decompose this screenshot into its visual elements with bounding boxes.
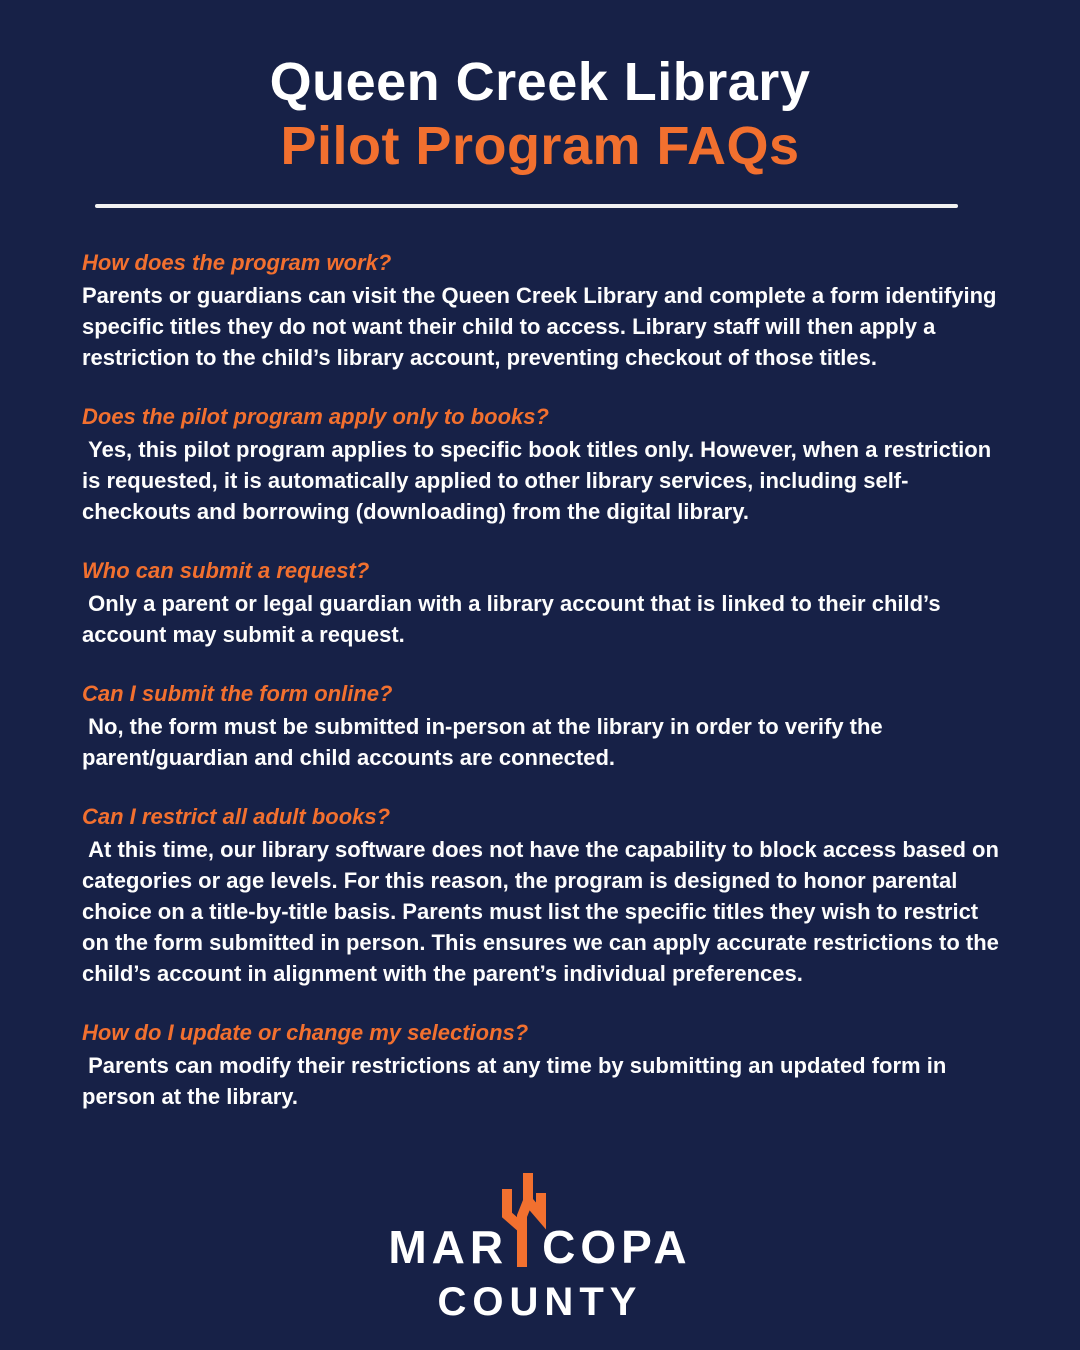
faq-item — [82, 248, 1003, 373]
faq-answer: No, the form must be submitted in-person at the library in order to verify the parent/guardian and child accounts are connected. — [82, 714, 889, 770]
faq-answer: Yes, this pilot program applies to specific book titles only. However, when a restriction is requested, it is automatically applied to other library services, including self-checkouts and borrowing (downloading) from the digital library. — [82, 437, 998, 524]
faq-question: Can I submit the form online? — [82, 681, 393, 706]
faq-answer: Only a parent or legal guardian with a library account that is linked to their child’s account may submit a request. — [82, 591, 947, 647]
page-subtitle: Pilot Program FAQs — [280, 116, 800, 176]
logo-word-mar: MAR — [388, 1221, 509, 1273]
faq-question: Can I restrict all adult books? — [82, 804, 391, 829]
maricopa-county-logo — [0, 1168, 1080, 1325]
faq-answer: Parents can modify their restrictions at any time by submitting an updated form in person at the library. — [82, 1053, 953, 1109]
faq-list — [0, 208, 1080, 1112]
logo-wordmark — [388, 1168, 692, 1273]
faq-answer: Parents or guardians can visit the Queen Creek Library and complete a form identifying specific titles they do not want their child to access. Library staff will then apply a restriction to the child’s library account, preventing checkout of those titles. — [82, 283, 1003, 370]
cactus-icon — [508, 1225, 542, 1263]
faq-answer: At this time, our library software does not have the capability to block access based on categories or age levels. For this reason, the program is designed to honor parental choice on a title-by-title basis. Parents must list the specific titles they wish to restrict on the form submitted in person. This ensures we can apply accurate restrictions to the child’s account in alignment with the parent’s individual preferences. — [82, 837, 1006, 986]
page-title: Queen Creek Library — [269, 52, 811, 112]
faq-question: Does the pilot program apply only to books? — [82, 404, 549, 429]
faq-item — [82, 802, 1006, 989]
faq-item — [82, 1018, 1000, 1112]
faq-question: Who can submit a request? — [82, 558, 370, 583]
faq-question: How does the program work? — [82, 250, 392, 275]
logo-word-copa: COPA — [542, 1221, 692, 1273]
faq-item — [82, 556, 1000, 650]
faq-question: How do I update or change my selections? — [82, 1020, 529, 1045]
faq-item — [82, 402, 1000, 527]
faq-item — [82, 679, 1000, 773]
poster-header — [0, 0, 1080, 178]
logo-county-text: COUNTY — [437, 1280, 643, 1324]
